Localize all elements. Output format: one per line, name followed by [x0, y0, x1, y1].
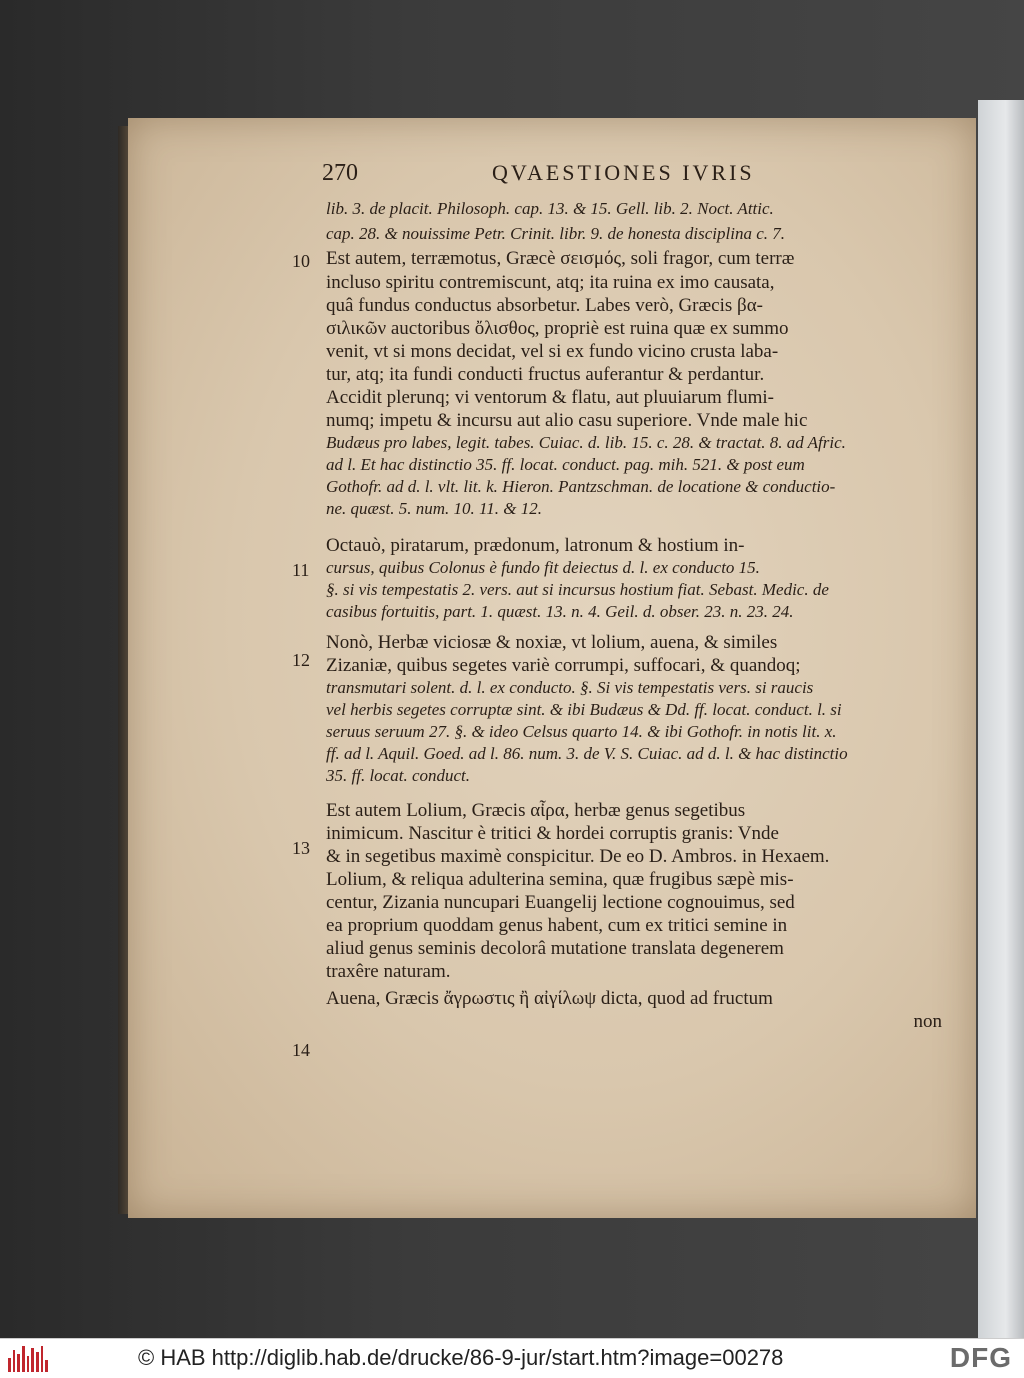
text-line: cap. 28. & nouissime Petr. Crinit. libr. 9. de honesta disciplina c. 7. [326, 224, 785, 243]
text-line: ff. ad l. Aquil. Goed. ad l. 86. num. 3. de V. S. Cuiac. ad d. l. & hac distinctio [326, 744, 848, 763]
text-line: centur, Zizania nuncupari Euangelij lectione cognouimus, sed [326, 892, 795, 913]
margin-number: 13 [292, 838, 310, 858]
text-line: numq; impetu & incursu aut alio casu superiore. Vnde male hic [326, 410, 808, 431]
text-line: Est autem Lolium, Græcis αἶρα, herbæ genus segetibus [326, 800, 746, 821]
text-line: Lolium, & reliqua adulterina semina, quæ frugibus sæpè mis- [326, 869, 794, 890]
text-line: cursus, quibus Colonus è fundo fit deiectus d. l. ex conducto 15. [326, 558, 760, 577]
text-line: Accidit plerunq; vi ventorum & flatu, aut pluuiarum flumi- [326, 387, 774, 408]
text-line: ea proprium quoddam genus habent, cum ex tritici semine in [326, 915, 788, 936]
text-line: ne. quæst. 5. num. 10. 11. & 12. [326, 499, 542, 518]
text-line: incluso spiritu contremiscunt, atq; ita ruina ex imo causata, [326, 272, 775, 293]
text-line: §. si vis tempestatis 2. vers. aut si incursus hostium fiat. Sebast. Medic. de [326, 580, 829, 599]
facing-page-edge [978, 100, 1024, 1338]
catchword: non [913, 1011, 942, 1032]
margin-number: 10 [292, 251, 310, 271]
text-line: inimicum. Nascitur è tritici & hordei corruptis granis: Vnde [326, 823, 779, 844]
text-line: seruus seruum 27. §. & ideo Celsus quarto 14. & ibi Gothofr. in notis lit. x. [326, 722, 837, 741]
margin-number: 12 [292, 650, 310, 670]
text-line: ad l. Et hac distinctio 35. ff. locat. conduct. pag. mih. 521. & post eum [326, 455, 805, 474]
text-line: Gothofr. ad d. l. vlt. lit. k. Hieron. Pantzschman. de locatione & conductio- [326, 477, 836, 496]
viewer-footer [0, 1338, 1024, 1378]
body-text [326, 196, 942, 1033]
text-line: vel herbis segetes corruptæ sint. & ibi Budæus & Dd. ff. locat. conduct. l. si [326, 700, 842, 719]
text-line: Budæus pro labes, legit. tabes. Cuiac. d. lib. 15. c. 28. & tractat. 8. ad Afric. [326, 433, 846, 452]
text-line: Zizaniæ, quibus segetes variè corrumpi, suffocari, & quandoq; [326, 655, 801, 676]
page-number: 270 [322, 160, 358, 186]
text-line: tur, atq; ita fundi conducti fructus auferantur & perdantur. [326, 364, 765, 385]
text-line: traxêre naturam. [326, 961, 451, 982]
text-line: quâ fundus conductus absorbetur. Labes verò, Græcis βα- [326, 295, 763, 316]
text-line: Nonò, Herbæ viciosæ & noxiæ, vt lolium, auena, & similes [326, 632, 778, 653]
text-line: 35. ff. locat. conduct. [326, 766, 471, 785]
text-line: Est autem, terræmotus, Græcè σεισμός, soli fragor, cum terræ [326, 248, 795, 269]
hab-logo-icon [8, 1346, 48, 1372]
text-line: aliud genus seminis decolorâ mutatione translata degenerem [326, 938, 784, 959]
margin-number: 11 [292, 560, 310, 580]
page-header [322, 160, 942, 188]
copyright-url-text: © HAB http://diglib.hab.de/drucke/86-9-jur/start.htm?image=00278 [138, 1345, 784, 1370]
text-line: Octauò, piratarum, prædonum, latronum & hostium in- [326, 535, 745, 556]
margin-number: 14 [292, 1040, 310, 1060]
text-line: lib. 3. de placit. Philosoph. cap. 13. & 15. Gell. lib. 2. Noct. Attic. [326, 199, 774, 218]
text-line: σιλικῶν auctoribus ὄλισθος, propriè est ruina quæ ex summo [326, 318, 789, 339]
text-line: casibus fortuitis, part. 1. quæst. 13. n. 4. Geil. d. obser. 23. n. 23. 24. [326, 602, 794, 621]
text-line: transmutari solent. d. l. ex conducto. §. Si vis tempestatis vers. si raucis [326, 678, 814, 697]
text-line: & in segetibus maximè conspicitur. De eo D. Ambros. in Hexaem. [326, 846, 830, 867]
dfg-logo: DFG [949, 1342, 1012, 1373]
text-line: Auena, Græcis ἄγρωστις ἢ αἰγίλωψ dicta, quod ad fructum [326, 988, 773, 1009]
text-line: venit, vt si mons decidat, vel si ex fundo vicino crusta laba- [326, 341, 779, 362]
running-head: QVAESTIONES IVRIS [492, 160, 755, 185]
